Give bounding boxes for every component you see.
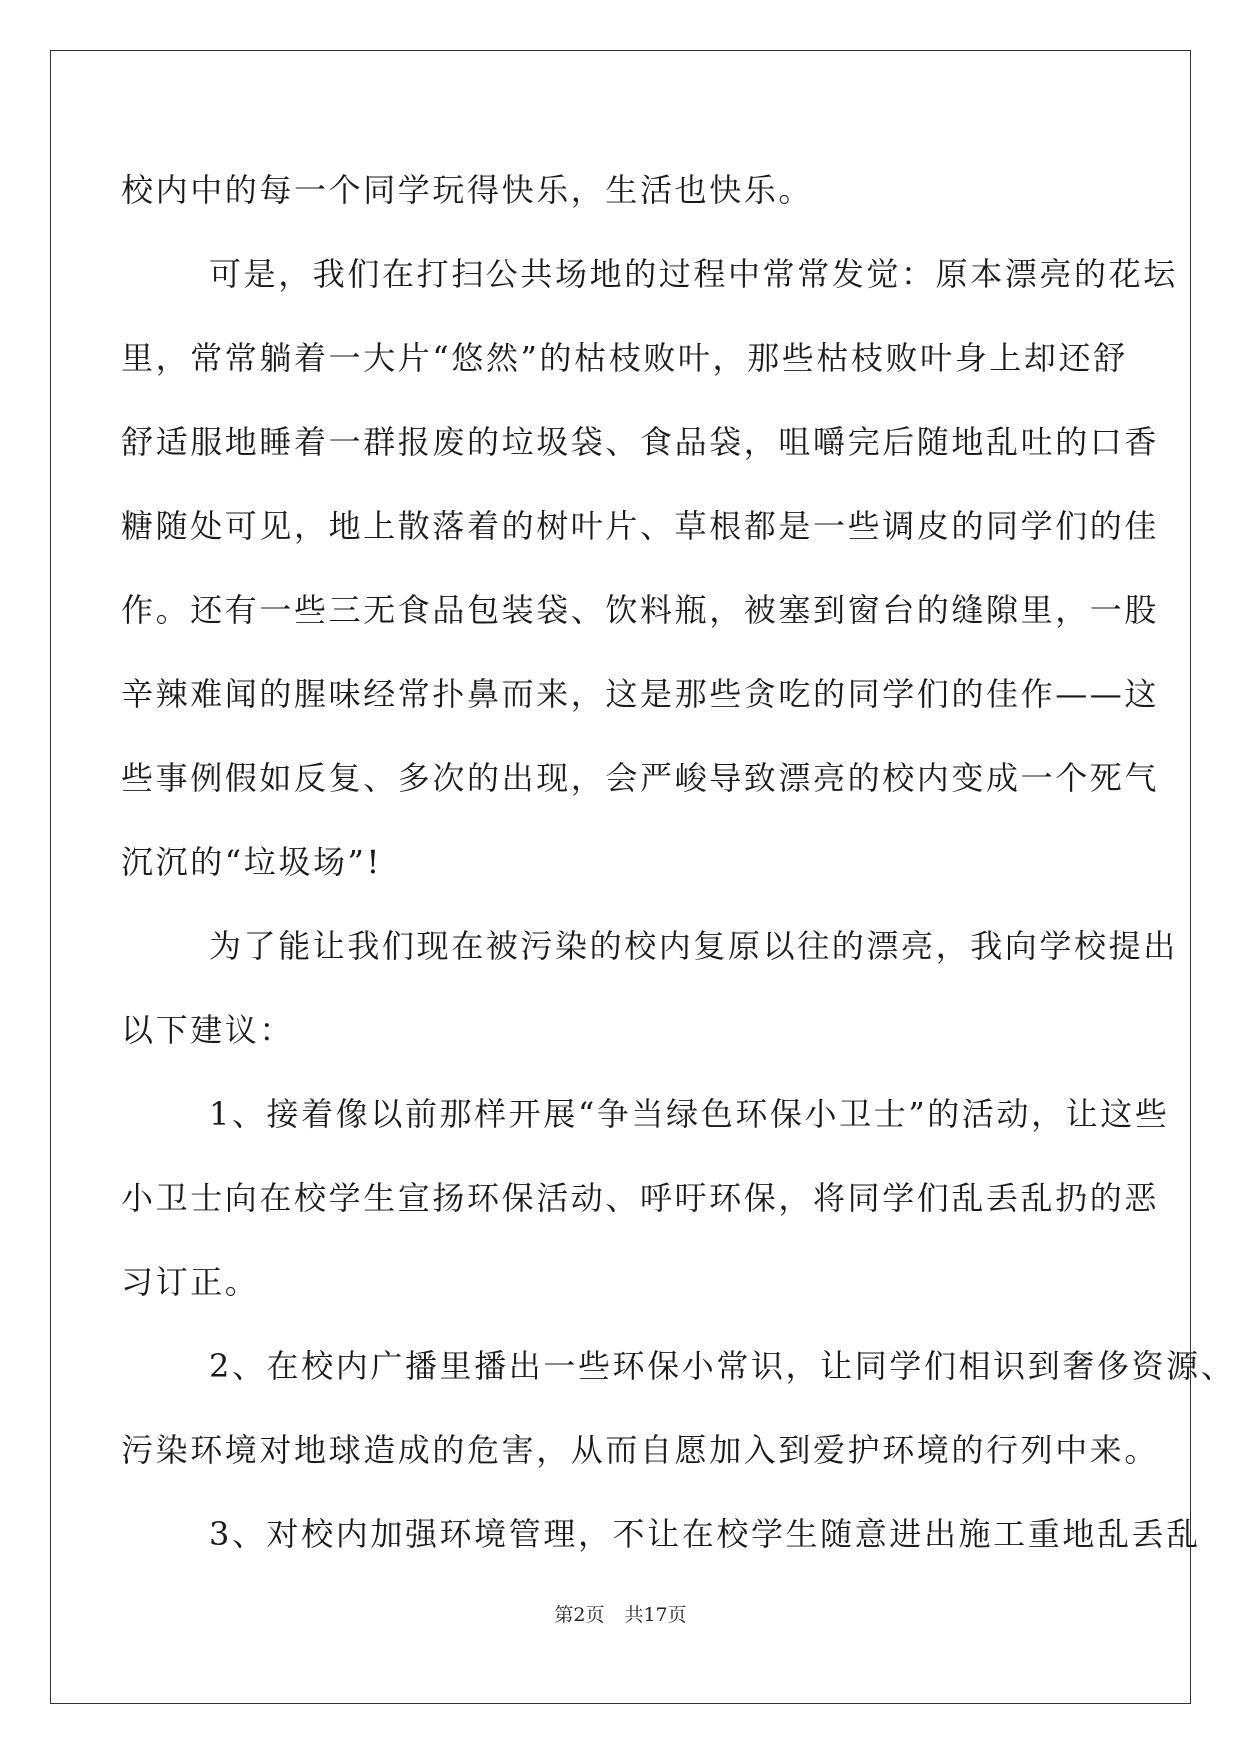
list-item-3-line: 3、对校内加强环境管理，不让在校学生随意进出施工重地乱丢乱 (209, 1515, 1201, 1553)
list-item-1-line: 1、接着像以前那样开展“争当绿色环保小卫士”的活动，让这些 (209, 1095, 1170, 1133)
text-line: 习订正。 (121, 1263, 260, 1301)
text-line: 些事例假如反复、多次的出现，会严峻导致漂亮的校内变成一个死气 (121, 759, 1160, 797)
text-line: 污染环境对地球造成的危害，从而自愿加入到爱护环境的行列中来。 (121, 1431, 1160, 1469)
page-footer (0, 1600, 1241, 1627)
text-line: 小卫士向在校学生宣扬环保活动、呼吁环保，将同学们乱丢乱扔的恶 (121, 1179, 1160, 1217)
text-line: 辛辣难闻的腥味经常扑鼻而来，这是那些贪吃的同学们的佳作——这 (121, 675, 1160, 713)
text-line: 糖随处可见，地上散落着的树叶片、草根都是一些调皮的同学们的佳 (121, 507, 1160, 545)
text-line: 作。还有一些三无食品包装袋、饮料瓶，被塞到窗台的缝隙里，一股 (121, 591, 1160, 629)
text-line: 里，常常躺着一大片“悠然”的枯枝败叶，那些枯枝败叶身上却还舒 (121, 339, 1128, 377)
page-number-total: 共17页 (624, 1604, 687, 1626)
page-number-current: 第2页 (554, 1604, 605, 1626)
paragraph-start-line: 可是，我们在打扫公共场地的过程中常常发觉：原本漂亮的花坛 (209, 255, 1178, 293)
text-line: 舒适服地睡着一群报废的垃圾袋、食品袋，咀嚼完后随地乱吐的口香 (121, 423, 1160, 461)
paragraph-start-line: 为了能让我们现在被污染的校内复原以往的漂亮，我向学校提出 (209, 927, 1178, 965)
text-line: 沉沉的“垃圾场”! (121, 843, 382, 881)
document-body (121, 148, 1236, 1576)
text-line: 以下建议： (121, 1011, 295, 1049)
list-item-2-line: 2、在校内广播里播出一些环保小常识，让同学们相识到奢侈资源、 (209, 1347, 1236, 1385)
text-line: 校内中的每一个同学玩得快乐，生活也快乐。 (121, 171, 814, 209)
